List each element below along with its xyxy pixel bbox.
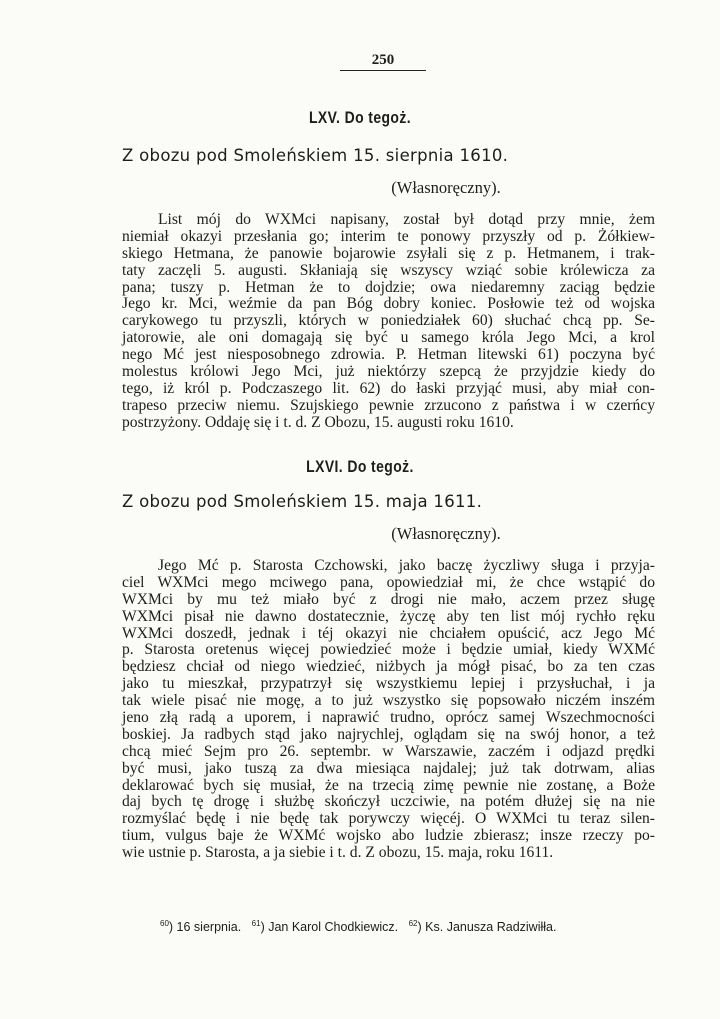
footnotes (160, 919, 563, 934)
letter-body (122, 558, 655, 862)
text-line: taty zaczęli 5. augusti. Skłaniają się wszyscy wziąć sobie królewicza za (122, 261, 655, 279)
letter-heading: LXVI. Do tegoż. (306, 457, 414, 476)
text-line: jatorowie, ale oni domagają się być u samego króla Jego Mci, a krol (122, 329, 655, 347)
text-line: molestus królowi Jego Mci, już niektórzy szepcą że przyjdzie kiedy do (122, 363, 655, 381)
text-line: carykowego tu przyszli, których w poniedziałek 60) słuchać chcą pp. Se- (122, 312, 655, 330)
text-line: daj bych tę drogę i służbę skończył uczciwie, na potém dłużej się na nie (122, 793, 655, 811)
text-line: postrzyżony. Oddaję się i t. d. Z Obozu, 15. augusti roku 1610. (122, 413, 514, 431)
text-line: deklarować bych się musiał, że na trzecią zimę pewnie nie zostanę, a Boże (122, 776, 655, 794)
text-line: jeno złą radą a uporem, i naprawić trudno, oprócz samej Wszechmocności (122, 709, 655, 727)
text-line: wie ustnie p. Starosta, a ja siebie i t. d. Z obozu, 15. maja, roku 1611. (122, 844, 554, 862)
footnote: $^{61}$) Jan Karol Chodkiewicz. (251, 919, 399, 935)
text-line: skiego Hetmana, że panowie bojarowie zsyłali się z p. Hetmanem, i trak- (122, 244, 655, 262)
text-line: rozmyślać będę i nie będę tak porywczy więcéj. O WXMci tu teraz silen- (122, 810, 655, 828)
text-line: tak wiele pisać nie mogę, a to już wszystko się popsowało niczém inszém (122, 692, 655, 710)
text-line: niemiał okazyi przesłania go; interim te ponowy przyszły od p. Żółkiew- (122, 227, 655, 245)
text-line: Jego Mć p. Starosta Czchowski, jako baczę życzliwy sługa i przyja- (158, 557, 655, 574)
text-line: tium, vulgus baje że WXMć wojsko abo ludzie zbierasz; insze rzeczy po- (122, 827, 655, 845)
page-number: 250 (340, 52, 426, 71)
text-line: WXMci doszedł, jednak i téj okazyi nie chciałem opuścić, acz Jego Mć (122, 624, 655, 642)
text-line: WXMci pisał nie dawno dostatecznie, życzę aby ten list mój rychło ręku (122, 607, 655, 625)
text-line: tego, iż król p. Podczaszego lit. 62) do łaski przyjąć musi, aby miał con- (122, 379, 655, 397)
text-line: będziesz chciał od niego wiedzieć, niżbych ja mógł pisać, bo za ten czas (122, 658, 655, 676)
letter-note: (Własnoręczny). (391, 178, 501, 197)
letter-place-date: Z obozu pod Smoleńskiem 15. sierpnia 1610. (122, 146, 509, 165)
text-line: jako tu mieszkał, przypatrzył się wszystkiemu lepiej i przysłuchał, i ja (122, 675, 655, 693)
text-line: być musi, jako tuszą za dwa miesiąca najdalej; już tak dotrwam, alias (122, 759, 655, 777)
text-line: List mój do WXMci napisany, został był dotąd przy mnie, żem (158, 211, 655, 228)
letter-heading: LXV. Do tegoż. (308, 108, 412, 127)
text-line: ciel WXMci mego mciwego pana, opowiedział mi, że chce wstąpić do (122, 573, 655, 591)
text-line: pana; tuszy p. Hetman że to dojdzie; owa niedaremny zaciąg będzie (122, 278, 655, 296)
letter-body (122, 212, 655, 432)
text-line: nego Mć jest niesposobnego zdrowia. P. Hetman litewski 61) poczyna być (122, 346, 655, 364)
text-line: Jego kr. Mci, weźmie da pan Bóg dobry koniec. Posłowie też od wojska (122, 295, 655, 313)
letter-note: (Własnoręczny). (391, 524, 501, 543)
letter-place-date: Z obozu pod Smoleńskiem 15. maja 1611. (122, 492, 483, 511)
text-line: trapeso przeciw niemu. Szujskiego pewnie zrzucono z państwa i w czerńcy (122, 396, 655, 414)
footnote: $^{62}$) Ks. Janusza Radziwiłła. (408, 919, 557, 935)
footnote: $^{60}$) 16 sierpnia. (160, 919, 242, 935)
text-line: p. Starosta oretenus więcej powiedzieć może i będzie umiał, kiedy WXMć (122, 641, 655, 659)
text-line: chcą mieć Sejm pro 26. septembr. w Warszawie, zaczém i odjazd prędki (122, 742, 655, 760)
text-line: boskiej. Ja radbych stąd jako najrychlej, oglądam się na swój honor, a też (122, 725, 655, 743)
text-line: WXMci by mu też miało być z drogi nie mało, aczem przez sługę (122, 590, 655, 608)
